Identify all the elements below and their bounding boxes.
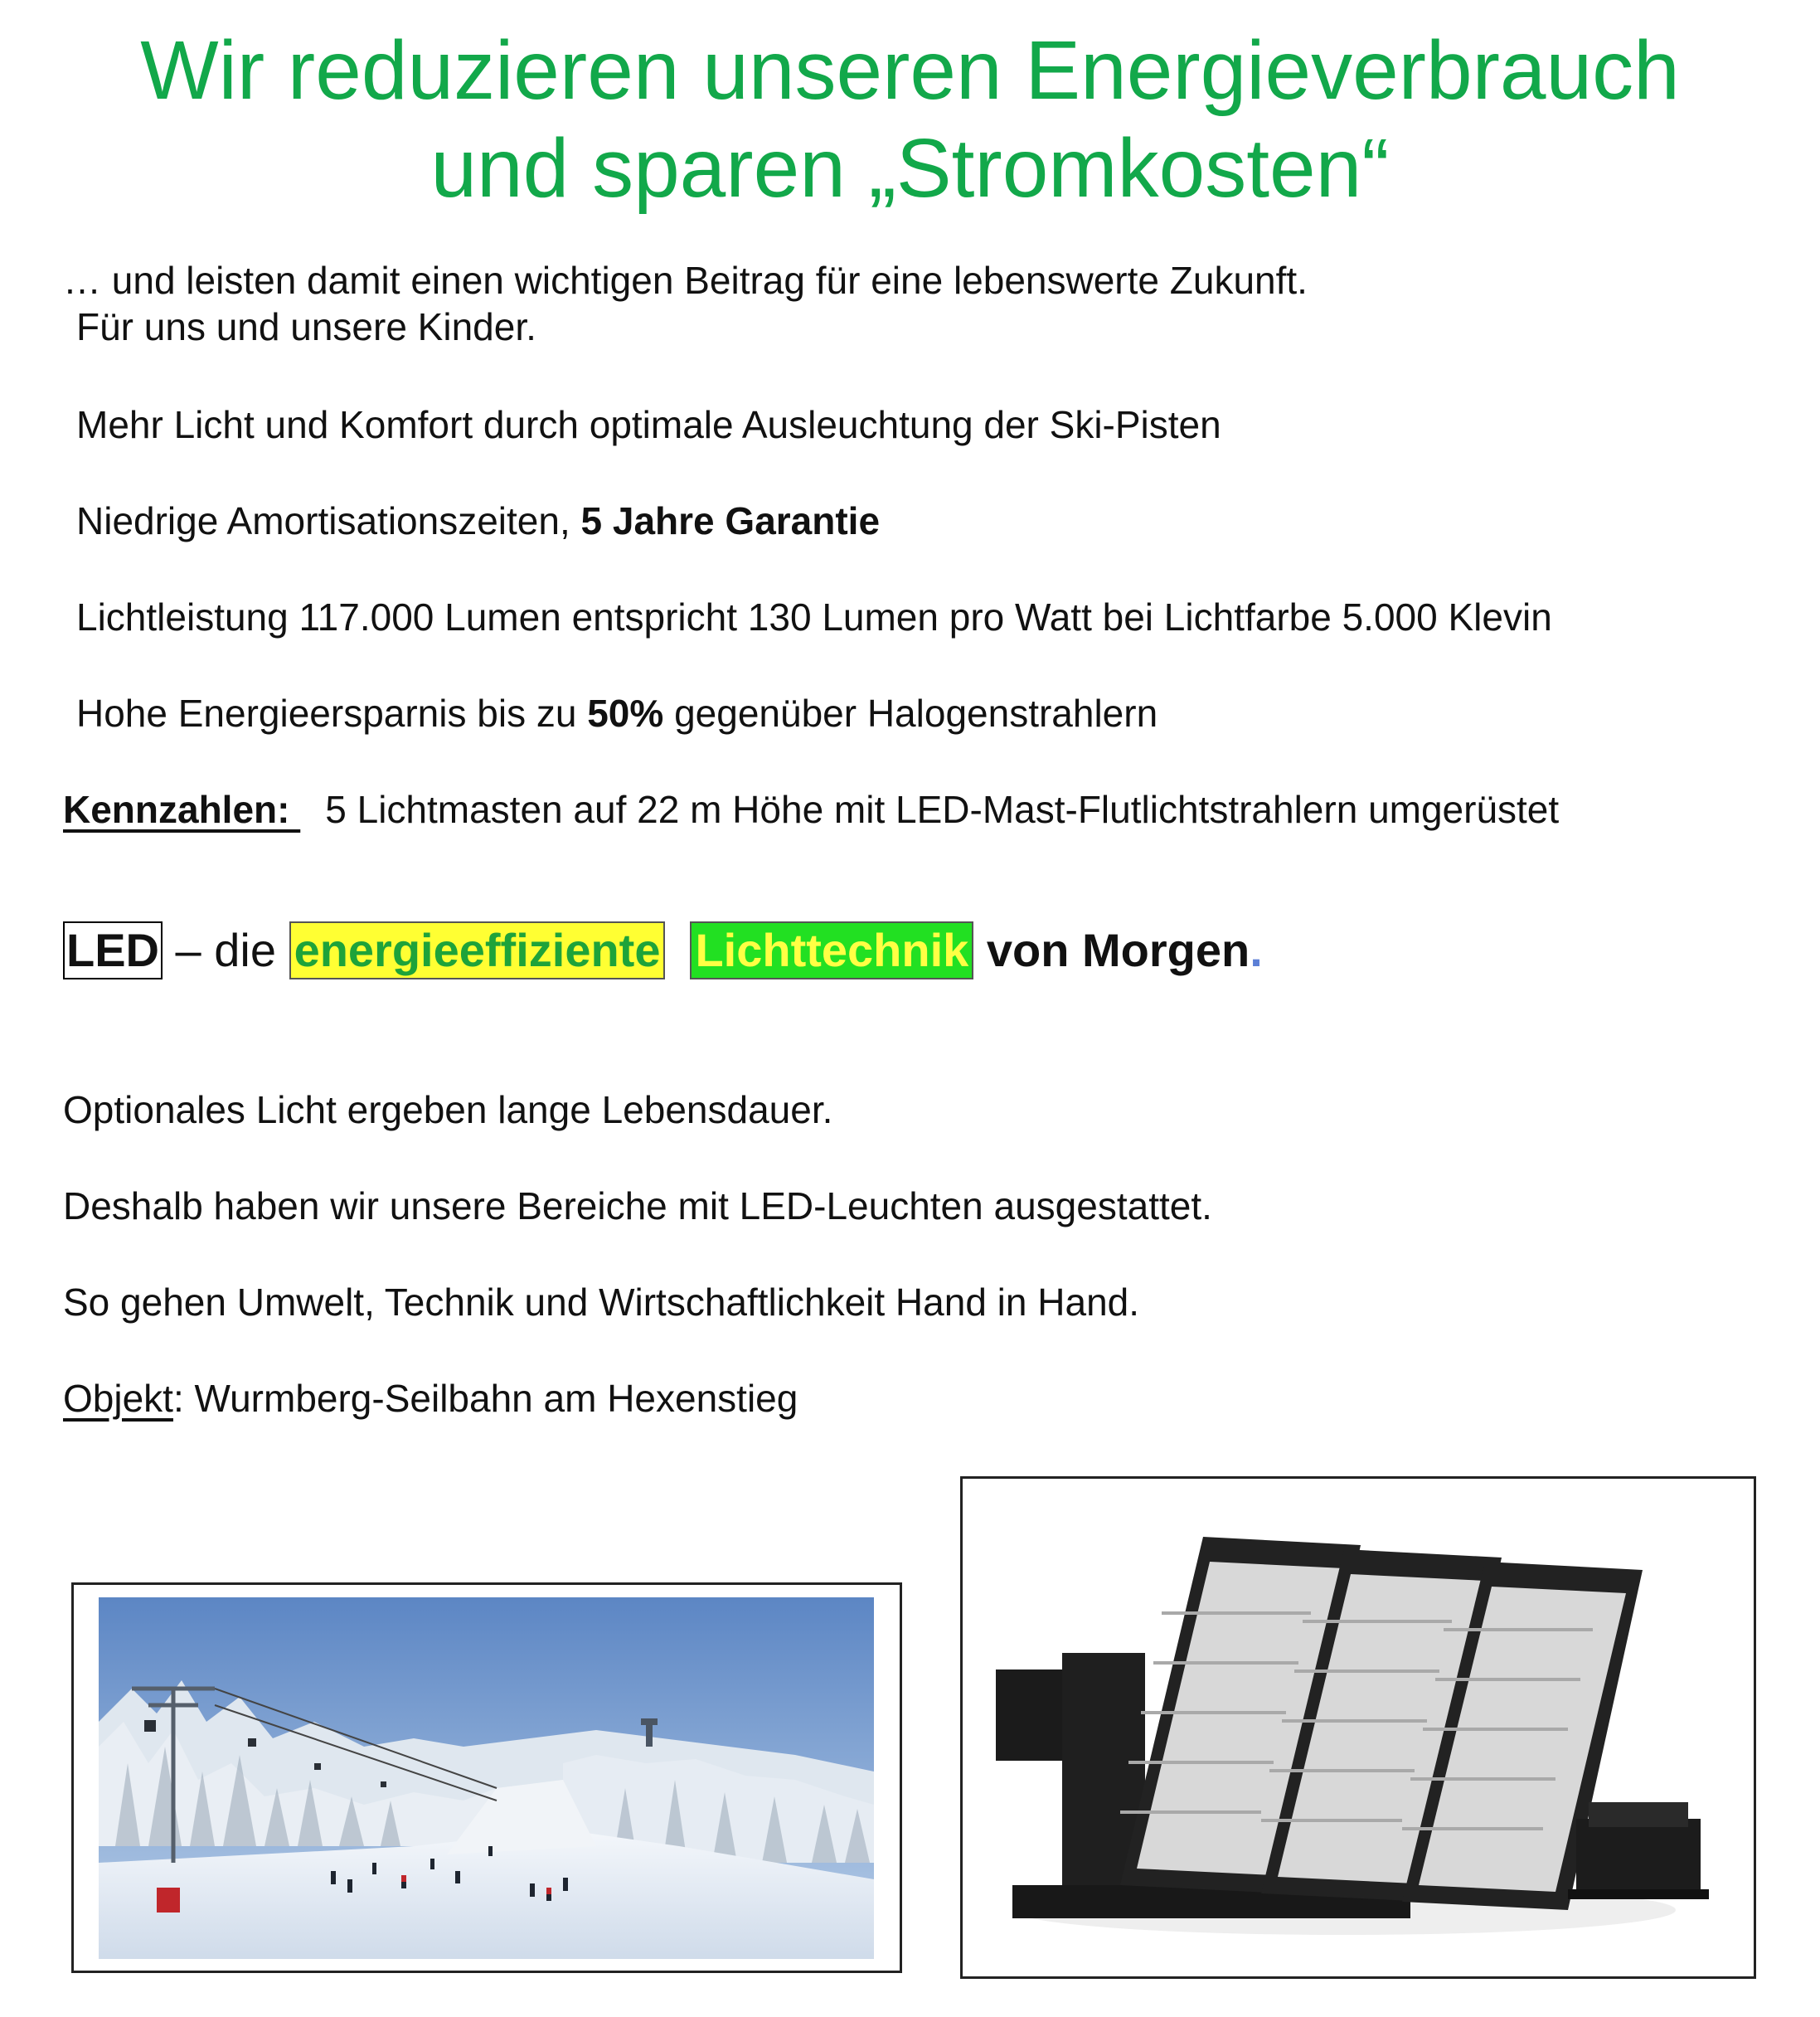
kennzahlen-text: 5 Lichtmasten auf 22 m Höhe mit LED-Mast-Flutlichtstrahlern umgerüstet: [325, 788, 1560, 831]
savings-percent: 50%: [587, 692, 664, 735]
slogan-led: LED: [63, 921, 163, 979]
objekt-label: Objekt: [63, 1377, 173, 1420]
kennzahlen-line: [63, 786, 1559, 833]
slogan-highlight-energy: energieeffiziente: [289, 921, 666, 979]
led-floodlight-photo: [996, 1512, 1717, 1943]
feature-savings: [76, 690, 1158, 736]
feature-comfort: Mehr Licht und Komfort durch optimale Ausleuchtung der Ski-Pisten: [76, 403, 1221, 446]
intro-line-1: … und leisten damit einen wichtigen Beitrag für eine lebenswerte Zukunft.: [63, 259, 1308, 302]
slogan: [63, 919, 1263, 982]
objekt-line: [63, 1375, 798, 1422]
slogan-highlight-technology: Lichttechnik: [690, 921, 973, 979]
objekt-value: Wurmberg-Seilbahn am Hexenstieg: [183, 1377, 798, 1420]
slogan-dot: .: [1250, 924, 1263, 976]
title-line-2: und sparen „Stromkosten“: [430, 122, 1390, 215]
kennzahlen-label: Kennzahlen:: [63, 788, 301, 831]
feature-amortisation: [76, 498, 880, 544]
savings-suffix: gegenüber Halogenstrahlern: [663, 692, 1158, 735]
amortisation-text: Niedrige Amortisationszeiten,: [76, 499, 581, 542]
savings-prefix: Hohe Energieersparnis bis zu: [76, 692, 588, 735]
slogan-end: von Morgen: [973, 924, 1250, 976]
warranty-text: 5 Jahre Garantie: [580, 499, 881, 542]
intro-line-2: Für uns und unsere Kinder.: [76, 305, 536, 348]
title-line-1: Wir reduzieren unseren Energieverbrauch: [140, 24, 1680, 117]
feature-lumen: Lichtleistung 117.000 Lumen entspricht 130 Lumen pro Watt bei Lichtfarbe 5.000 Klevin: [76, 595, 1552, 639]
body-paragraph-1: Optionales Licht ergeben lange Lebensdauer.: [63, 1088, 833, 1131]
body-paragraph-3: So gehen Umwelt, Technik und Wirtschaftlichkeit Hand in Hand.: [63, 1281, 1140, 1324]
page-title: [0, 22, 1820, 217]
ski-slope-photo: [99, 1597, 874, 1959]
objekt-colon: :: [172, 1377, 184, 1420]
ski-slope-photo-frame: [71, 1582, 902, 1973]
slogan-dash: – die: [163, 924, 289, 976]
led-floodlight-photo-frame: [960, 1476, 1756, 1979]
body-paragraph-2: Deshalb haben wir unsere Bereiche mit LED-Leuchten ausgestattet.: [63, 1184, 1212, 1227]
